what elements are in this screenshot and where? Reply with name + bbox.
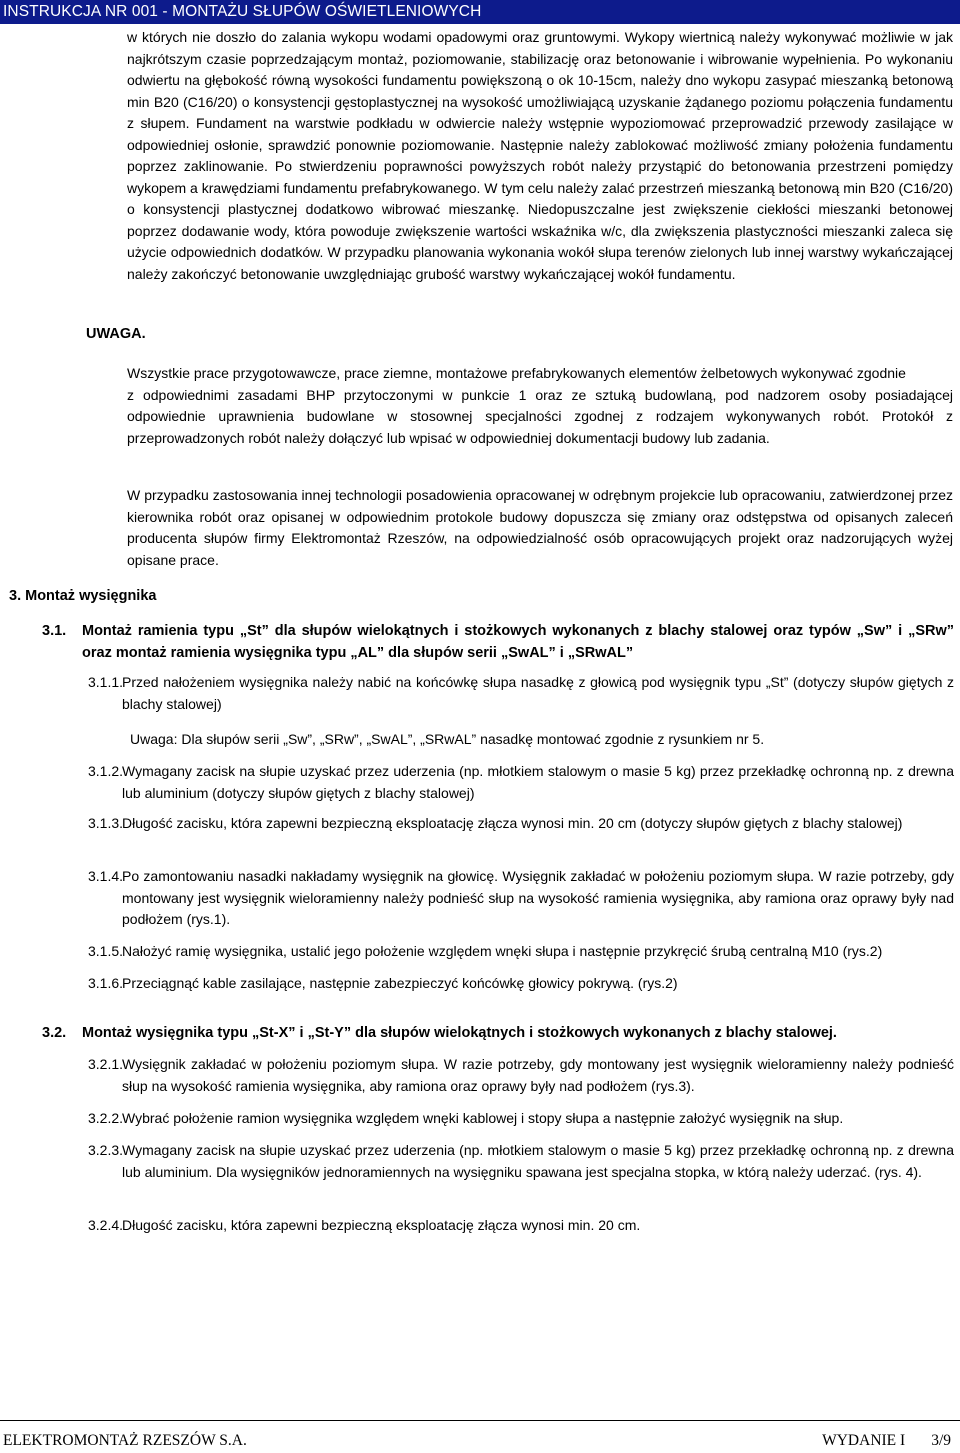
list-item-number: 3.2.4.	[88, 1217, 124, 1233]
list-item-text: Przeciągnąć kable zasilające, następnie zabezpieczyć końcówkę głowicy pokrywą. (rys.2)	[122, 975, 678, 991]
list-item-text: Długość zacisku, która zapewni bezpieczną eksploatację złącza wynosi min. 20 cm (dotyczy słupów giętych z blachy stalowej)	[122, 815, 903, 831]
list-item-number: 3.1.4.	[88, 868, 124, 884]
list-item-3-1-3	[88, 813, 954, 835]
list-item-number: 3.1.5.	[88, 943, 124, 959]
list-item-text: Po zamontowaniu nasadki nakładamy wysięgnik na głowicę. Wysięgnik zakładać w położeniu poziomym słupa. W razie potrzeby, gdy montowany jest wysięgnik wieloramienny należy podnieść słup na wysokość ramienia wysięgnika, aby ramiona oraz oprawy były nad podłożem (rys.1).	[122, 868, 954, 927]
section-3-2-title: Montaż wysięgnika typu „St-X” i „St-Y” dla słupów wielokątnych i stożkowych wykonanych z blachy stalowej.	[82, 1025, 837, 1041]
list-item-3-1-2	[88, 761, 954, 804]
list-item-text: Wymagany zacisk na słupie uzyskać przez uderzenia (np. młotkiem stalowym o masie 5 kg) przez przekładkę ochronną np. z drewna lub aluminium (dotyczy słupów giętych z blachy stalowej)	[122, 763, 954, 801]
header-title: INSTRUKCJA NR 001 - MONTAŻU SŁUPÓW OŚWIETLENIOWYCH	[3, 3, 482, 20]
section-3-1-number: 3.1.	[42, 623, 67, 639]
list-item-text: Nałożyć ramię wysięgnika, ustalić jego położenie względem wnęki słupa i następnie przykręcić śrubą centralną M10 (rys.2)	[122, 943, 883, 959]
footer-company: ELEKTROMONTAŻ RZESZÓW S.A.	[3, 1432, 247, 1449]
uwaga-paragraph-1	[127, 363, 953, 449]
uwaga-paragraph-1-rest: z odpowiednimi zasadami BHP przytoczonymi w punkcie 1 oraz ze sztuką budowlaną, pod nadzorem osoby posiadającej odpowiednie uprawnienia budowlane w stosownej specjalności zgodnej z rodzajem wykonywanych robót. Protokół z przeprowadzonych robót należy dołączyć lub wpisać w odpowiedniej dokumentacji budowy lub zadania.	[127, 386, 953, 446]
uwaga-label: UWAGA.	[86, 326, 146, 342]
list-item-number: 3.2.3.	[88, 1142, 124, 1158]
document-header	[0, 0, 960, 24]
footer-edition: WYDANIE I	[822, 1432, 906, 1449]
uwaga-paragraph-1-line1: Wszystkie prace przygotowawcze, prace ziemne, montażowe prefabrykowanych elementów żelbetowych wykonywać zgodnie	[127, 365, 906, 381]
footer-meta	[822, 1432, 951, 1450]
list-item-3-1-5	[88, 941, 954, 963]
section-3-1-note: Uwaga: Dla słupów serii „Sw”, „SRw”, „SwAL”, „SRwAL” nasadkę montować zgodnie z rysunkiem nr 5.	[130, 731, 765, 747]
list-item-3-2-1	[88, 1054, 954, 1097]
list-item-number: 3.1.6.	[88, 975, 124, 991]
footer-page-number: 3/9	[931, 1432, 951, 1449]
section-3-heading: 3. Montaż wysięgnika	[9, 588, 157, 604]
section-3-2-number: 3.2.	[42, 1025, 67, 1041]
uwaga-paragraph-2: W przypadku zastosowania innej technologii posadowienia opracowanej w odrębnym projekcie lub opracowaniu, zatwierdzonej przez kierownika robót oraz opisanej w odpowiednim protokole budowy dopuszcza się zmiany oraz odstępstwa od opisanych zaleceń producenta słupów firmy Elektromontaż Rzeszów, na odpowiedzialność osób opracowujących projekt oraz nadzorujących wyżej opisane prace.	[127, 487, 953, 568]
list-item-number: 3.2.2.	[88, 1110, 124, 1126]
section-3-1-heading	[42, 620, 954, 664]
intro-paragraph: w których nie doszło do zalania wykopu wodami opadowymi oraz gruntowymi. Wykopy wiertnicą należy wykonywać możliwie w jak najkrótszym czasie poprzedzającym montaż, poziomowanie, stabilizację oraz betonowanie i wibrowanie wypełnienia. Po wykonaniu odwiertu na głębokość równą wysokości fundamentu powiększoną o ok 10-15cm, należy dno wykopu zasypać mieszanką betonową min B20 (C16/20) o konsystencji gęstoplastycznej na wysokość umożliwiającą uzyskanie żądanego poziomu połączenia fundamentu z słupem. Fundament na warstwie podkładu w odwiercie należy wstępnie wypoziomować przeprowadzić przewody zasilające w odpowiedniej osłonie, sprawdzić ponownie poziomowanie. Następnie należy zablokować możliwość zmiany położenia fundamentu poprzez zaklinowanie. Po stwierdzeniu poprawności powyższych robót należy przystąpić do betonowania przestrzeni pomiędzy wykopem a krawędziami fundamentu prefabrykowanego. W tym celu należy zalać przestrzeń mieszanką betonową min B20 (C16/20) o konsystencji plastycznej dodatkowo wibrować mieszankę. Niedopuszczalne jest zwiększenie ciekłości mieszanki betonowej poprzez dodawanie wody, która powoduje zwiększenie wartości wskaźnika w/c, dla zwiększenia plastyczności mieszanki zaleca się użycie odpowiednich dodatków. W przypadku planowania wykonania wokół słupa terenów zielonych lub innej warstwy wykańczającej należy zakończyć betonowanie uwzględniając grubość warstwy wykańczającej wokół fundamentu.	[127, 29, 953, 282]
list-item-text: Wymagany zacisk na słupie uzyskać przez uderzenia (np. młotkiem stalowym o masie 5 kg) przez przekładkę ochronną np. z drewna lub aluminium. Dla wysięgników jednoramiennych na wysięgniku spawana jest specjalna stopka, w którą należy uderzać. (rys. 4).	[122, 1142, 954, 1180]
list-item-3-2-4	[88, 1215, 954, 1237]
list-item-number: 3.2.1.	[88, 1056, 124, 1072]
list-item-3-1-6	[88, 973, 954, 995]
list-item-3-1-1	[88, 672, 954, 715]
list-item-number: 3.1.3.	[88, 815, 124, 831]
list-item-3-1-4	[88, 866, 954, 931]
list-item-3-2-2	[88, 1108, 954, 1130]
list-item-text: Wysięgnik zakładać w położeniu poziomym słupa. W razie potrzeby, gdy montowany jest wysięgnik wieloramienny należy podnieść słup na wysokość ramienia wysięgnika, aby ramiona oraz oprawy były nad podłożem (rys.3).	[122, 1056, 954, 1094]
section-3-1-title: Montaż ramienia typu „St” dla słupów wielokątnych i stożkowych wykonanych z blachy stalowej oraz typów „Sw” i „SRw” oraz montaż ramienia wysięgnika typu „AL” dla słupów serii „SwAL” i „SRwAL”	[82, 623, 954, 661]
list-item-text: Długość zacisku, która zapewni bezpieczną eksploatację złącza wynosi min. 20 cm.	[122, 1217, 641, 1233]
list-item-number: 3.1.2.	[88, 763, 124, 779]
list-item-text: Przed nałożeniem wysięgnika należy nabić na końcówkę słupa nasadkę z głowicą pod wysięgnik typu „St” (dotyczy słupów giętych z blachy stalowej)	[122, 674, 954, 712]
list-item-3-2-3	[88, 1140, 954, 1183]
list-item-text: Wybrać położenie ramion wysięgnika względem wnęki kablowej i stopy słupa a następnie założyć wysięgnik na słup.	[122, 1110, 844, 1126]
footer-divider	[0, 1420, 960, 1421]
section-3-2-heading	[42, 1022, 954, 1044]
list-item-number: 3.1.1.	[88, 674, 124, 690]
